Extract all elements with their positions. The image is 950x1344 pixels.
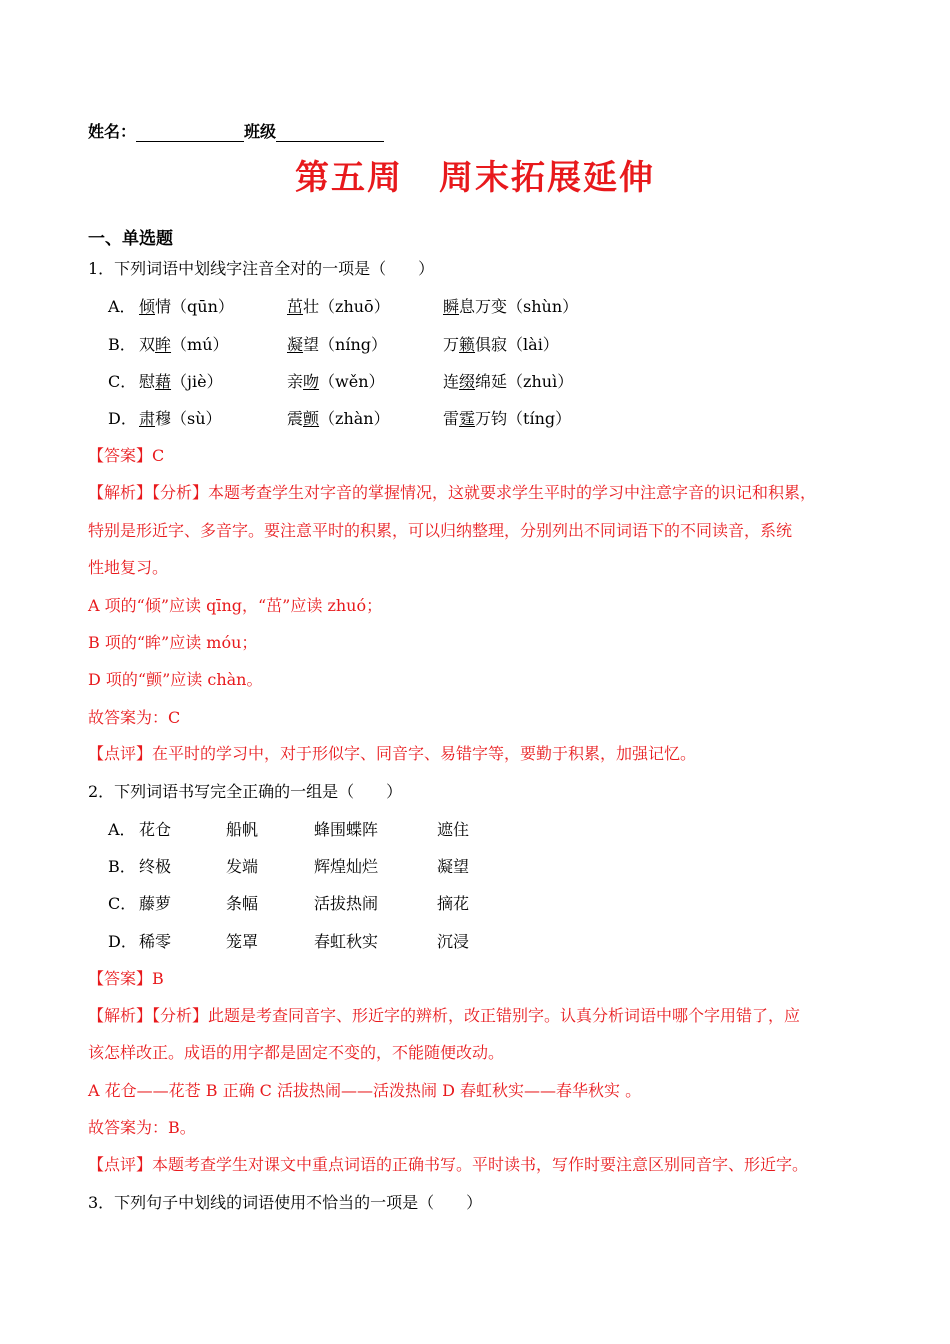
analysis-line: 【解析】【分析】此题是考查同音字、形近字的辨析，改正错别字。认真分析词语中哪个字用错了，应 — [88, 1006, 801, 1025]
underlined-char: 眸 — [155, 335, 172, 354]
q1-option-term — [139, 335, 229, 355]
q2-option-word: 春虹秋实 — [314, 932, 379, 951]
analysis-line: A 项的“倾”应读 qīng，“茁”应读 zhuó； — [88, 596, 383, 615]
q2-option-word: 条幅 — [226, 894, 259, 913]
q2-option-label: A． — [108, 820, 136, 839]
underlined-char: 倾 — [139, 297, 156, 316]
term-prefix: 雷 — [443, 409, 460, 428]
q2-option-word: 花仓 — [139, 820, 172, 839]
term-suffix: 息万变（shùn） — [459, 297, 579, 316]
underlined-char: 霆 — [459, 409, 476, 428]
q2-stem: 2．下列词语书写完全正确的一组是（ ） — [88, 782, 403, 801]
q2-option-word: 终极 — [139, 857, 172, 876]
term-suffix: 壮（zhuō） — [303, 297, 390, 316]
section-heading: 一、单选题 — [88, 229, 173, 249]
term-suffix: （mú） — [171, 335, 229, 354]
q1-answer: 【答案】C — [88, 446, 165, 465]
q2-option-word: 活拔热闹 — [314, 894, 379, 913]
term-suffix: 情（qūn） — [155, 297, 234, 316]
q2-option-word: 船帆 — [226, 820, 259, 839]
q1-option-label: B． — [108, 335, 136, 354]
q1-option-term — [443, 297, 578, 317]
class-label: 班级 — [244, 122, 277, 141]
analysis-line: 【解析】【分析】本题考查学生对字音的掌握情况，这就要求学生平时的学习中注意字音的识记和积累， — [88, 483, 817, 502]
term-suffix: （wěn） — [319, 372, 385, 391]
q2-option-word: 藤萝 — [139, 894, 172, 913]
q1-comment: 【点评】在平时的学习中，对于形似字、同音字、易错字等，要勤于积累，加强记忆。 — [88, 744, 697, 763]
q2-option-label: D． — [108, 932, 137, 951]
analysis-line: 性地复习。 — [88, 558, 169, 577]
q2-option-word: 摘花 — [437, 894, 470, 913]
term-prefix: 慰 — [139, 372, 156, 391]
term-prefix: 双 — [139, 335, 156, 354]
underlined-char: 肃 — [139, 409, 156, 428]
analysis-line: 该怎样改正。成语的用字都是固定不变的，不能随便改动。 — [88, 1043, 505, 1062]
q1-option-label: C． — [108, 372, 137, 391]
q2-option-label: C． — [108, 894, 137, 913]
analysis-line: B 项的“眸”应读 móu； — [88, 633, 258, 652]
student-info-line — [88, 122, 384, 142]
q1-option-term — [287, 297, 390, 317]
name-label: 姓名： — [88, 122, 137, 141]
q2-option-word: 沉浸 — [437, 932, 470, 951]
q1-option-term — [139, 409, 222, 429]
analysis-line: A 花仓——花苍 B 正确 C 活拔热闹——活泼热闹 D 春虹秋实——春华秋实 。 — [88, 1081, 642, 1100]
q1-option-term — [139, 372, 223, 392]
term-suffix: 俱寂（lài） — [475, 335, 559, 354]
q2-option-word: 蜂围蝶阵 — [314, 820, 379, 839]
analysis-line: 特别是形近字、多音字。要注意平时的积累，可以归纳整理，分别列出不同词语下的不同读音，系统 — [88, 521, 793, 540]
q2-option-word: 笼罩 — [226, 932, 259, 951]
q2-option-word: 稀零 — [139, 932, 172, 951]
underlined-char: 颤 — [303, 409, 320, 428]
analysis-line: 故答案为：B。 — [88, 1118, 196, 1137]
q2-comment: 【点评】本题考查学生对课文中重点词语的正确书写。平时读书，写作时要注意区别同音字、形近字。 — [88, 1155, 809, 1174]
term-prefix: 万 — [443, 335, 460, 354]
q1-option-term — [443, 335, 559, 355]
term-suffix: 万钧（tíng） — [475, 409, 572, 428]
q1-option-term — [139, 297, 234, 317]
q1-option-term — [443, 409, 571, 429]
class-field[interactable] — [276, 125, 384, 142]
q2-option-word: 发端 — [226, 857, 259, 876]
underlined-char: 凝 — [287, 335, 304, 354]
underlined-char: 缀 — [459, 372, 476, 391]
q2-option-word: 遮住 — [437, 820, 470, 839]
q2-option-label: B． — [108, 857, 136, 876]
q1-option-label: D． — [108, 409, 137, 428]
term-prefix: 震 — [287, 409, 304, 428]
analysis-line: 故答案为：C — [88, 708, 181, 727]
term-prefix: 亲 — [287, 372, 304, 391]
q1-option-term — [287, 409, 390, 429]
q2-answer: 【答案】B — [88, 969, 164, 988]
q1-stem: 1．下列词语中划线字注音全对的一项是（ ） — [88, 259, 435, 278]
q2-option-word: 凝望 — [437, 857, 470, 876]
term-suffix: （zhàn） — [319, 409, 390, 428]
analysis-line: D 项的“颤”应读 chàn。 — [88, 670, 263, 689]
q1-option-label: A． — [108, 297, 136, 316]
q1-option-term — [287, 335, 387, 355]
term-suffix: （jiè） — [171, 372, 223, 391]
q3-stem: 3．下列句子中划线的词语使用不恰当的一项是（ ） — [88, 1193, 483, 1212]
q1-option-term — [287, 372, 385, 392]
page-title: 第五周 周末拓展延伸 — [295, 158, 655, 198]
underlined-char: 茁 — [287, 297, 304, 316]
underlined-char: 籁 — [459, 335, 476, 354]
underlined-char: 瞬 — [443, 297, 460, 316]
term-suffix: 绵延（zhuì） — [475, 372, 574, 391]
term-prefix: 连 — [443, 372, 460, 391]
term-suffix: 望（níng） — [303, 335, 387, 354]
underlined-char: 藉 — [155, 372, 172, 391]
underlined-char: 吻 — [303, 372, 320, 391]
term-suffix: 穆（sù） — [155, 409, 222, 428]
q2-option-word: 辉煌灿烂 — [314, 857, 379, 876]
q1-option-term — [443, 372, 573, 392]
name-field[interactable] — [136, 125, 244, 142]
